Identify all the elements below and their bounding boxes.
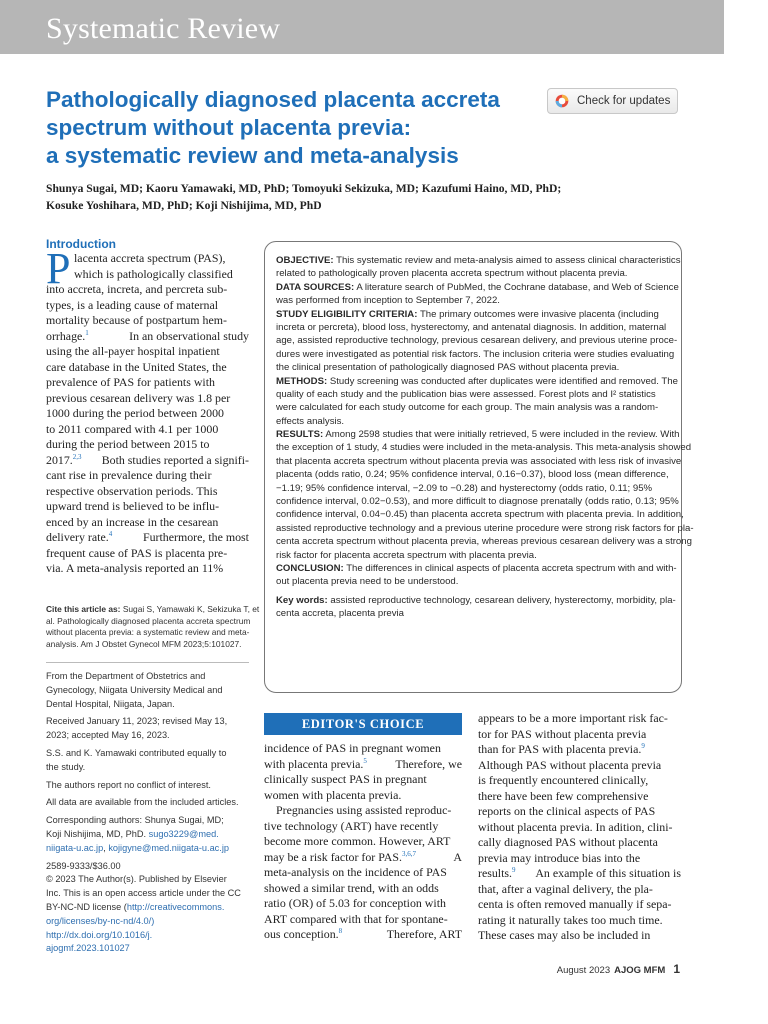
text-line: centa is often removed manually if sepa-	[478, 897, 672, 911]
reference-1[interactable]: 1	[85, 328, 89, 337]
text-line: without placenta previa. In adition, clini-	[478, 819, 673, 834]
text-line: showed a similar trend, with an odds	[264, 880, 439, 895]
text-line: to 2011 compared with 4.1 per 1000	[46, 421, 219, 436]
text-line: tive technology (ART) have recently	[264, 818, 439, 833]
abstract-line: out placenta previa need to be understood.	[276, 576, 459, 588]
text-line: Pregnancies using assisted reproduc-	[276, 803, 452, 817]
abstract-line: confidence interval, 0.04−0.45) than placenta accreta spectrum with placenta previa. In addition,	[276, 509, 684, 521]
divider	[46, 662, 249, 663]
abstract-line: risk factor for placenta accreta spectrum with placenta previa.	[276, 549, 537, 561]
text-line: that, after a vaginal delivery, the pla-	[478, 881, 653, 896]
text-line: incidence of PAS in pregnant women	[264, 741, 441, 755]
text-line: cally diagnosed PAS without placenta	[478, 835, 658, 849]
text-line: there have been few comprehensive	[478, 788, 649, 803]
abstract	[276, 254, 694, 621]
conclusion-label: CONCLUSION:	[276, 562, 344, 574]
abstract-line: centa accreta, placenta previa	[276, 608, 404, 620]
author-list	[46, 180, 686, 214]
body-column-2	[264, 741, 462, 943]
text-line: respective observation periods. This	[46, 483, 218, 498]
reference-4[interactable]: 4	[108, 530, 113, 538]
author-line: Shunya Sugai, MD; Kaoru Yamawaki, MD, PhD; Tomoyuki Sekizuka, MD; Kazufumi Haino, MD, PhD;	[46, 182, 562, 195]
text-line: into accreta, increta, and percreta sub-	[46, 282, 228, 296]
abstract-line: was performed from inception to September 7, 2022.	[276, 295, 500, 307]
text-line: mortality because of postpartum hem-	[46, 313, 227, 327]
author-line: Kosuke Yoshihara, MD, PhD; Koji Nishijima, MD, PhD	[46, 199, 322, 212]
reference-9[interactable]: 9	[641, 742, 645, 750]
text-line: 2017.$^{2,3}$ Both studies reported a signifi-	[46, 452, 249, 467]
text-line: clinically suspect PAS in pregnant	[264, 772, 427, 786]
abstract-line: RESULTS: Among 2598 studies that were initially retrieved, 5 were included in the review. With	[276, 429, 680, 441]
text-line: using the all-payer hospital inpatient	[46, 344, 220, 358]
email-link[interactable]: niigata-u.ac.jp	[46, 842, 104, 853]
doi-link[interactable]: ajogmf.2023.101027	[46, 943, 130, 954]
text-line: frequent cause of PAS is placenta pre-	[46, 545, 228, 560]
title-line: Pathologically diagnosed placenta accreta	[46, 87, 500, 112]
data-sources-label: DATA SOURCES:	[276, 281, 355, 293]
text-line: enced by an increase in the cesarean	[46, 514, 219, 529]
text-line: ous conception.$^8$ Therefore, ART	[264, 927, 462, 941]
text-line: previous cesarean delivery was 1.8 per	[46, 390, 231, 405]
text-line: which is pathologically classified	[74, 266, 233, 281]
text-line: results.$^9$ An example of this situation is	[478, 866, 681, 880]
page-footer	[557, 962, 680, 976]
text-line: appears to be a more important risk fac-	[478, 711, 668, 725]
text-line: tor for PAS without placenta previa	[478, 726, 647, 741]
doi-link[interactable]: http://dx.doi.org/10.1016/j.	[46, 929, 153, 940]
title-line: a systematic review and meta-analysis	[46, 143, 459, 168]
reference-9[interactable]: 9	[512, 866, 516, 874]
abstract-line: placenta (odds ratio, 0.24; 95% confidence interval, 0.16−0.37), blood loss (mean difference,	[276, 469, 669, 481]
check-for-updates-button[interactable]	[547, 88, 678, 114]
text-line: delivery rate.$^4$ Furthermore, the most	[46, 530, 249, 544]
license-link[interactable]: org/licenses/by-nc-nd/4.0/)	[46, 915, 155, 926]
abstract-line: confidence interval, 0.02−0.53), and more difficult to diagnose prenatally (odds ratio, 0.13; 95%	[276, 496, 679, 508]
abstract-line: STUDY ELIGIBILITY CRITERIA: The primary outcomes were invasive placenta (including	[276, 308, 659, 320]
abstract-line: the exception of 1 study, 4 studies were included in the meta-analysis. This meta-analysis showed	[276, 442, 692, 454]
body-column-3	[478, 711, 681, 944]
abstract-line: DATA SOURCES: A literature search of PubMed, the Cochrane database, and Web of Science	[276, 281, 679, 293]
editors-choice-badge: EDITOR'S CHOICE	[264, 713, 462, 735]
abstract-line: quality of each study and the publication bias were assessed. Forest plots and I² statistics	[276, 388, 656, 400]
abstract-line: increta or percreta), blood loss, hysterectomy, and antenatal diagnosis. In addition, maternal	[276, 321, 667, 333]
text-line: lacenta accreta spectrum (PAS),	[74, 251, 226, 265]
text-line: previa may introduce bias into the	[478, 850, 641, 865]
text-line: via. A meta-analysis reported an 11%	[46, 561, 224, 575]
text-line: than for PAS with placenta previa.$^9$	[478, 742, 645, 756]
abstract-line: OBJECTIVE: This systematic review and meta-analysis aimed to assess clinical characteristics	[276, 255, 681, 266]
text-line: These cases may also be included in	[478, 928, 651, 942]
abstract-line: assisted reproductive technology and a previous uterine procedure were strong risk factors for pla-	[276, 522, 694, 534]
title-line: spectrum without placenta previa:	[46, 115, 412, 140]
abstract-line: dures were investigated as potential risk factors. The inclusion criteria were studies evaluating	[276, 348, 675, 360]
text-line: is frequently encountered clinically,	[478, 773, 649, 787]
text-line: become more common. However, ART	[264, 834, 451, 848]
text-line: reports on the clinical aspects of PAS	[478, 804, 656, 818]
eligibility-label: STUDY ELIGIBILITY CRITERIA:	[276, 308, 418, 320]
reference-3-6-7[interactable]: 3,6,7	[401, 849, 416, 858]
abstract-line: age, assisted reproductive technology, previous cesarean delivery, and previous uterine proce-	[276, 335, 678, 347]
abstract-line: METHODS: Study screening was conducted after duplicates were identified and removed. The	[276, 375, 678, 387]
text-line: 1000 during the period between 2000	[46, 406, 224, 420]
keywords-label: Key words:	[276, 594, 328, 606]
reference-8[interactable]: 8	[338, 927, 343, 935]
text-line: ART compared with that for spontane-	[264, 911, 448, 926]
text-line: women with placenta previa.	[264, 787, 402, 802]
abstract-line: CONCLUSION: The differences in clinical aspects of placenta accreta spectrum with and with-	[276, 562, 677, 574]
methods-label: METHODS:	[276, 375, 328, 387]
reference-2-3[interactable]: 2,3	[72, 452, 82, 461]
introduction-heading: Introduction	[46, 237, 116, 251]
footer-date: August 2023	[556, 965, 611, 976]
cite-label: Cite this article as:	[46, 604, 121, 614]
text-line: ratio (OR) of 5.03 for conception with	[264, 896, 446, 910]
drop-cap: P	[46, 244, 71, 293]
text-line: prevalence of PAS for patients with	[46, 375, 215, 389]
page-number: 1	[673, 962, 680, 976]
check-for-updates-icon	[555, 94, 569, 108]
text-line: with placenta previa.$^5$ Therefore, we	[264, 756, 462, 771]
abstract-line: related to pathologically proven placenta accreta spectrum without placenta previa.	[276, 268, 628, 280]
objective-label: OBJECTIVE:	[276, 255, 334, 266]
article-footnotes: From the Department of Obstetrics and Gynecology, Niigata University Medical and Dental Hospital, Niigata, Japan. Received January 11, 2023; revised May 13, 2023; accepted May 16, 2023. S.S. and K. Yamawaki contributed equally to the study. The authors report no conflict of interest. All data are available from the included articles. Corresponding authors: Shunya Sugai, MD; Koji Nishijima, MD, PhD. sugo3229@med. niigata-u.ac.jp, kojigyne@med.niigata-u.ac.jp 2589-9333/$36.00 © 2023 The Author(s). Published by Elsevier Inc. This is an open access article under the CC BY-NC-ND license (http://creativecommons. org/licenses/by-nc-nd/4.0/) http://dx.doi.org/10.1016/j. ajogmf.2023.101027	[46, 670, 249, 956]
text-line: orrhage.$^1$ In an observational study	[46, 328, 249, 343]
cite-this-article: Cite this article as: Sugai S, Yamawaki K, Sekizuka T, et al. Pathologically diagnosed placenta accreta spectrum without placenta previa: a systematic review and meta- analysis. Am J Obstet Gynecol MFM 2023;5:101027.	[46, 604, 260, 649]
abstract-line: were calculated for each study outcome for each group. The main analysis was a random-	[276, 402, 659, 414]
license-link[interactable]: http://creativecommons.	[126, 901, 225, 912]
text-line: care database in the United States, the	[46, 359, 227, 374]
abstract-line: −1.19; 95% confidence interval, −2.09 to −0.28) and hysterectomy (odds ratio, 0.11; 95%	[276, 482, 653, 494]
abstract-line: centa accreta spectrum without placenta previa, whereas previous cesarean delivery was a strong	[276, 536, 692, 548]
text-line: cant rise in prevalence during their	[46, 468, 212, 482]
results-label: RESULTS:	[276, 429, 324, 441]
text-line: during the period between 2015 to	[46, 437, 210, 451]
text-line: meta-analysis on the incidence of PAS	[264, 865, 447, 879]
abstract-line: that placenta accreta spectrum without placenta previa was associated with less risk of invasive	[276, 455, 682, 467]
text-line: may be a risk factor for PAS.$^{3,6,7}$ A	[264, 849, 462, 864]
text-line: rating it naturally takes too much time.	[478, 912, 663, 927]
text-line: types, is a leading cause of maternal	[46, 297, 219, 312]
abstract-line: effects analysis.	[276, 415, 345, 427]
footer-journal: AJOG MFM	[614, 965, 666, 976]
check-for-updates-label: Check for updates	[577, 95, 671, 107]
email-link[interactable]: kojigyne@med.niigata-u.ac.jp	[108, 842, 229, 853]
section-header-band	[0, 0, 724, 54]
reference-5[interactable]: 5	[363, 756, 367, 765]
abstract-line: the clinical presentation of pathologically diagnosed PAS without placenta previa.	[276, 362, 620, 374]
text-line: Although PAS without placenta previa	[478, 757, 662, 772]
email-link[interactable]: sugo3229@med.	[148, 828, 219, 839]
article-title	[46, 86, 516, 170]
text-line: upward trend is believed to be influ-	[46, 499, 220, 513]
section-title: Systematic Review	[46, 12, 281, 45]
abstract-line: Key words: assisted reproductive technology, cesarean delivery, hysterectomy, morbidity, pla-	[276, 594, 676, 606]
